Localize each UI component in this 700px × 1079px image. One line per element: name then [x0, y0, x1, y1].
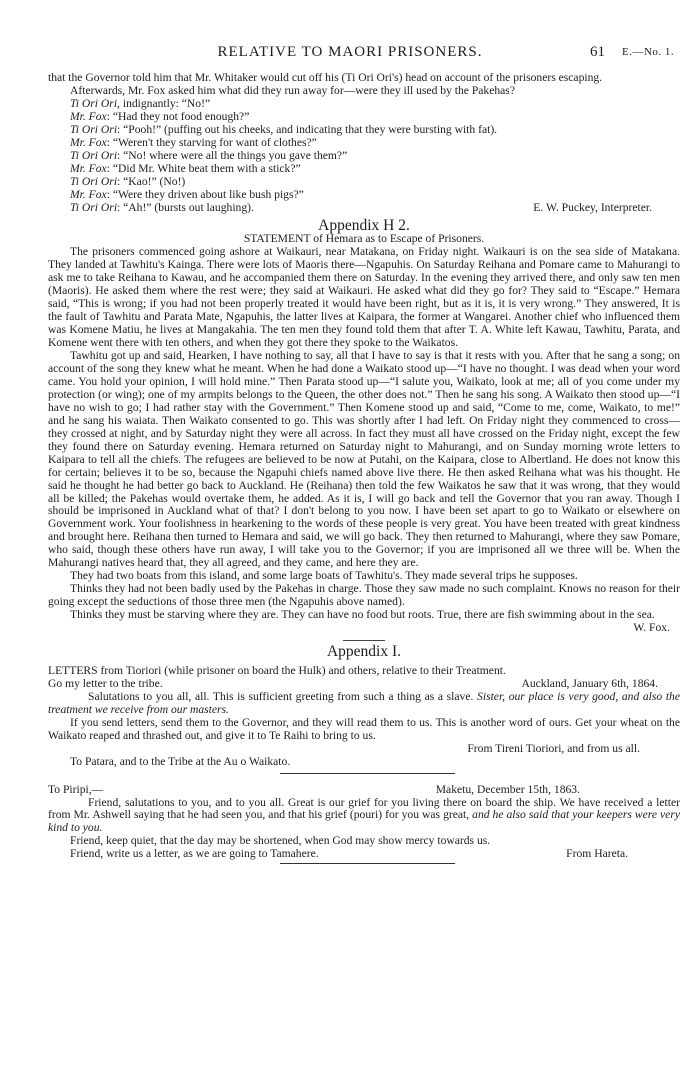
- speaker-name: Mr. Fox: [70, 187, 107, 201]
- dialogue-text: : “Were they driven about like bush pigs?”: [106, 187, 304, 201]
- letter-2-body-plain: Friend, salutations to you, and to you all. Great is our grief for you living there on board the ship. We have received a letter from Mr. Ashwell saying that he had seen you, and that his grief (pouri) for you was great,: [48, 795, 680, 822]
- page-number: 61: [590, 44, 605, 60]
- letter-1-body-2: If you send letters, send them to the Governor, and they will read them to us. This is another word of ours. Get your wheat on the Waikato reaped and thrashed out, and give it to Te Raihi to bring to us.: [48, 715, 680, 742]
- intro-line-2: Afterwards, Mr. Fox asked him what did they run away for—were they ill used by the Pakehas?: [70, 83, 515, 97]
- dialogue-text: : “Ah!” (bursts out laughing).: [117, 200, 254, 214]
- paper-reference: E.—No. 1.: [622, 46, 675, 58]
- letter-1-to: To Patara, and to the Tribe at the Au o Waikato.: [70, 754, 291, 768]
- speaker-name: Ti Ori Ori: [70, 200, 118, 214]
- letter-1-from: From Tireni Tioriori, and from us all.: [467, 741, 640, 755]
- speaker-name: Ti Ori Ori: [70, 96, 118, 110]
- intro-line-1: that the Governor told him that Mr. Whitaker would cut off his (Ti Ori Ori's) head on account of the prisoners escaping.: [48, 71, 603, 84]
- interpreter-signature: E. W. Puckey, Interpreter.: [533, 200, 652, 214]
- appendix-h2-heading: Appendix H 2.: [318, 217, 410, 235]
- dialogue-text: : “Weren't they starving for want of clothes?”: [106, 135, 317, 149]
- statement-signature: W. Fox.: [633, 621, 670, 635]
- statement-paragraph: They had two boats from this island, and some large boats of Tawhitu's. They made several trips he supposes.: [70, 569, 578, 583]
- speaker-name: Mr. Fox: [70, 135, 107, 149]
- statement-paragraph: The prisoners commenced going ashore at Waikauri, near Matakana, on Friday night. Waikauri is on the sea side of Matakana. They landed at Tawhitu's Kainga. There were lots of Maoris there—Ngapuhis. On Saturday Reihana and Pomare came to Mahurangi to ask me to take Reihana to Kawau, and he accompanied them there on Saturday. In the evening they arrived there, and only saw ten men (Maoris). He asked them where the rest were; they said at Waikauri. He asked what did they go for? They said to “Escape.” Hemara said, “This is wrong; if you had not been properly treated it would have been right, but as it is, it is very wrong.” They answered, It is the fault of Tawhitu and Parata Mate, Ngapuhis, the latter lives at Kaipara, the former at Wangarei. Another chief who influenced them was Komene Matiu, he lives at Mangakahia. The ten men they found told them that after T. A. White left Kawau, Tawhitu, Parata, and Komene went there with ten others, and when they got there they spoke to the Waikatos.: [48, 245, 680, 350]
- speaker-name: Ti Ori Ori: [70, 148, 118, 162]
- speaker-name: Mr. Fox: [70, 161, 107, 175]
- letter-2-line-3: [48, 848, 680, 861]
- letter-2-body-italic: and he also said that your keepers were very kind to you.: [48, 808, 680, 835]
- letter-1-italic: Sister, our place is very good, and also the treatment we receive from our masters.: [48, 689, 680, 716]
- dialogue-text: : “No! where were all the things you gave them?”: [117, 148, 348, 162]
- statement-paragraph: Thinks they had not been badly used by the Pakehas in charge. Those they saw made no such complaint. Knows no reason for their going except the seductions of those three men (the Ngapuhis above named).: [48, 582, 680, 609]
- letter-2-addressee: To Piripi,—: [48, 782, 104, 796]
- page-body: [48, 72, 680, 864]
- statement-paragraph: Tawhitu got up and said, Hearken, I have nothing to say, all that I have to say is that it rests with you. After that he sang a song; on account of the song they knew what he meant. When he had done a Waikato stood up—“I have no thought. I was dead when your word came. You hold your opinion, I will hold mine.” Then Parata stood up—“I salute you, Waikato, look at me; all of you come under my protection (or wing); one of my armpits belongs to the Queen, the other does not.” Then he sang his song. A Waikato then stood up—“I have no wish to go; I had rather stay with the Government.” Then Komene stood up and said, “Come to me, come, Waikato, to me!” and he sang his waiata. Then Waikato consented to go. This was shortly after I had left. On Friday night they commenced to cross—they crossed at night, and by Saturday night they were all across. In fact they must all have crossed on the Friday night, except the few they found there on Saturday evening. Hemara returned on Saturday night to Mahurangi, and on Sunday morning wrote letters to Kaipara to tell all the chiefs. The refugees are believed to be now at Putahi, on the Kaipara, close to Albertland. He does not know this for certain; believes it to be so, because the Ngapuhi chiefs named above live there. He then asked Reihana what was his thought. He said he thought he had better go back to Auckland. He (Reihana) then told the few Waikatos he saw that it was wrong, that they would all be killed; the Pakehas would overtake them, he added. As it is, I will go back and tell the Governor that you ran away. Though I should be imprisoned in Auckland what of that? I don't belong to you now. I have been set apart to go to Waikato or elsewhere on Government work. Your foolishness in hearkening to the words of these people is very great. You have been treated with great kindness and brought here. Reihana then turned to Hemara and said, we will go back. They then returned to Mahurangi, where they saw Pomare, who said, though these others have run away, I will take you to the Governor; if you are imprisoned all we three will be. When the Mahurangi natives heard that, they all agreed, and they came, and here they are.: [48, 349, 680, 570]
- appendix-h2-subheading: STATEMENT of Hemara as to Escape of Prisoners.: [243, 232, 485, 246]
- letter-1-greeting: Salutations to you all, all. This is sufficient greeting from such a thing as a slave.: [88, 689, 474, 703]
- letter-2-dateline: Maketu, December 15th, 1863.: [435, 782, 580, 796]
- page-end-divider: [280, 863, 455, 864]
- header-title: RELATIVE TO MAORI PRISONERS.: [217, 44, 483, 60]
- section-divider: [343, 640, 385, 641]
- letter-2-line-3-text: Friend, write us a letter, as we are going to Tamahere.: [70, 847, 319, 861]
- dialogue-text: : “Had they not food enough?”: [106, 109, 250, 123]
- dialogue-text: : “Pooh!” (puffing out his cheeks, and indicating that they were bursting with fat).: [117, 122, 498, 136]
- letter-2-from: From Hareta.: [566, 847, 628, 861]
- dialogue-line: [48, 202, 680, 215]
- speaker-name: Ti Ori Ori: [70, 174, 118, 188]
- running-header: [0, 44, 700, 64]
- speaker-name: Mr. Fox: [70, 109, 107, 123]
- letter-1-body: [48, 691, 680, 717]
- dialogue-text: , indignantly: “No!”: [117, 96, 211, 110]
- speaker-name: Ti Ori Ori: [70, 122, 118, 136]
- dialogue-text: : “Did Mr. White beat them with a stick?”: [106, 161, 301, 175]
- appendix-i-heading: Appendix I.: [326, 642, 402, 660]
- statement-paragraph: Thinks they must be starving where they are. They can have no food but roots. True, there are fish swimming about in the sea.: [70, 608, 655, 622]
- letter-2-line-2: Friend, keep quiet, that the day may be shortened, when God may show mercy towards us.: [70, 834, 491, 848]
- dialogue-text: : “Kao!” (No!): [117, 174, 186, 188]
- letter-1-salutation: Go my letter to the tribe.: [48, 676, 163, 690]
- appendix-i-subheading: LETTERS from Tioriori (while prisoner on board the Hulk) and others, relative to their Treatment.: [48, 663, 506, 677]
- dialogue: [48, 98, 680, 215]
- letter-2-body: [48, 797, 680, 836]
- letter-1-dateline: Auckland, January 6th, 1864.: [521, 676, 658, 690]
